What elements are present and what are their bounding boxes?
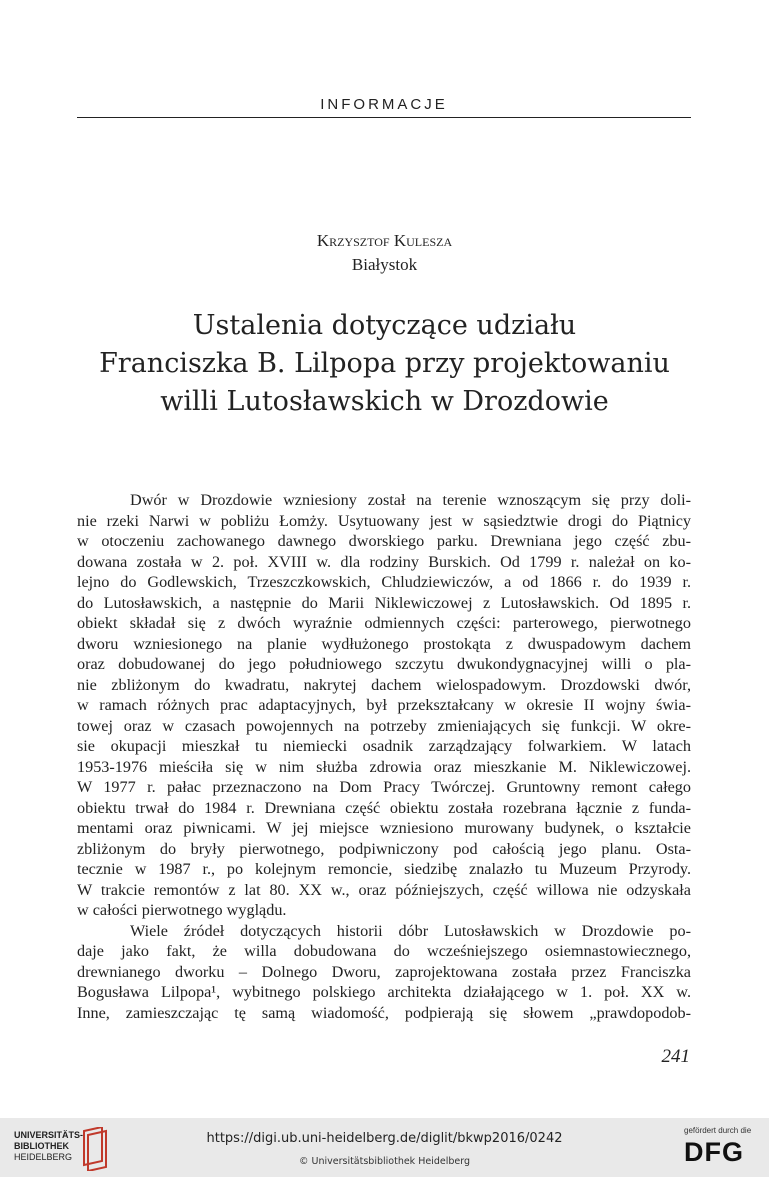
body-line: mentami oraz piwnicami. W jej miejsce wzniesiono murowany budynek, o kształcie [77, 819, 691, 837]
body-line: w otoczeniu zachowanego dawnego dworskiego parku. Drewniana jego część zbu- [77, 532, 691, 550]
footer-copyright: © Universitätsbibliothek Heidelberg [298, 1156, 470, 1167]
body-line: Wiele źródeł dotyczących historii dóbr Lutosławskich w Drozdowie po- [130, 921, 691, 940]
body-line: W 1977 r. pałac przeznaczono na Dom Pracy Twórczej. Gruntowny remont całego [77, 778, 691, 796]
body-line: Inne, zamieszczając tę samą wiadomość, podpierają się słowem „prawdopodob- [77, 1003, 691, 1022]
header-rule [77, 117, 691, 118]
body-line: 1953-1976 mieściła się w nim służba zdrowia oraz mieszkanie M. Niklewiczowej. [77, 757, 691, 776]
body-line: Bogusława Lilpopa¹, wybitnego polskiego architekta działającego w 1. poł. XX w. [77, 983, 691, 1001]
body-line: drewnianego dworku – Dolnego Dworu, zaprojektowana została przez Franciszka [77, 962, 691, 981]
body-line: do Lutosławskich, a następnie do Marii Niklewiczowej z Lutosławskich. Od 1895 r. [77, 593, 691, 612]
author-name [0, 231, 769, 251]
article-body [77, 490, 691, 1023]
title-line: Franciszka B. Lilpopa przy projektowaniu [99, 348, 670, 379]
title-line: Ustalenia dotyczące udziału [192, 310, 577, 341]
body-line: oraz dobudowanej do jego południowego szczytu dwukondygnacyjnej willi o pla- [77, 655, 691, 673]
section-header: INFORMACJE [320, 96, 448, 113]
body-line: w całości pierwotnego wyglądu. [77, 901, 287, 919]
body-line: zbliżonym do bryły pierwotnego, podpiwniczony pod całością jego planu. Osta- [77, 839, 691, 858]
library-name-line: HEIDELBERG [14, 1152, 73, 1162]
page-number: 241 [661, 1046, 690, 1067]
author-last-name: Kulesza [393, 231, 453, 250]
body-line: obiekt składał się z dwóch wyraźnie odmiennych części: parterowego, pierwotnego [77, 614, 691, 632]
body-line: lejno do Godlewskich, Trzeszczkowskich, Chludziewiczów, a od 1866 r. do 1939 r. [77, 573, 691, 591]
author-affiliation: Białystok [351, 255, 418, 274]
body-line: dworu wzniesionego na planie wydłużonego prostokąta z dwuspadowym dachem [77, 634, 691, 653]
author-first-name: Krzysztof [316, 231, 390, 250]
library-name-line: BIBLIOTHEK [14, 1141, 69, 1151]
body-line: sie okupacji mieszkał tu niemiecki osadnik zarządzający folwarkiem. W latach [77, 737, 691, 755]
body-line: tecznie w 1987 r., po kolejnym remoncie, siedzibę znalazło tu Muzeum Przyrody. [77, 860, 691, 878]
dfg-logo: DFG [684, 1137, 744, 1167]
funder-caption: gefördert durch die [684, 1126, 752, 1135]
title-line: willi Lutosławskich w Drozdowie [160, 386, 609, 417]
body-line: Dwór w Drozdowie wzniesiony został na terenie wznoszącym się przy doli- [130, 491, 691, 509]
footer-bar [0, 1118, 769, 1177]
body-line: daje jako fakt, że willa dobudowana do wcześniejszego osiemnastowiecznego, [77, 942, 691, 960]
body-line: w ramach różnych prac adaptacyjnych, był przekształcany w okresie II wojny świa- [77, 696, 691, 714]
article-title [60, 307, 709, 421]
body-line: towej oraz w czasach powojennych na potrzeby zmieniających się funkcji. W okre- [77, 716, 691, 735]
body-line: W trakcie remontów z lat 80. XX w., oraz późniejszych, część willowa nie odzyskała [77, 880, 691, 899]
body-line: dowana została w 2. poł. XVIII w. dla rodziny Burskich. Od 1799 r. należał on ko- [77, 552, 691, 571]
body-line: nie zbliżonym do kwadratu, nakrytej dachem wielospadowym. Drozdowski dwór, [77, 675, 691, 694]
body-line: obiektu trwał do 1984 r. Drewniana część obiektu została rozebrana łącznie z funda- [77, 798, 691, 817]
footer-link[interactable]: https://digi.ub.uni-heidelberg.de/diglit/bkwp2016/0242 [206, 1131, 563, 1146]
body-line: nie rzeki Narwi w pobliżu Łomży. Usytuowany jest w sąsiedztwie drogi do Piątnicy [77, 511, 691, 530]
library-name-line: UNIVERSITÄTS- [14, 1130, 84, 1140]
